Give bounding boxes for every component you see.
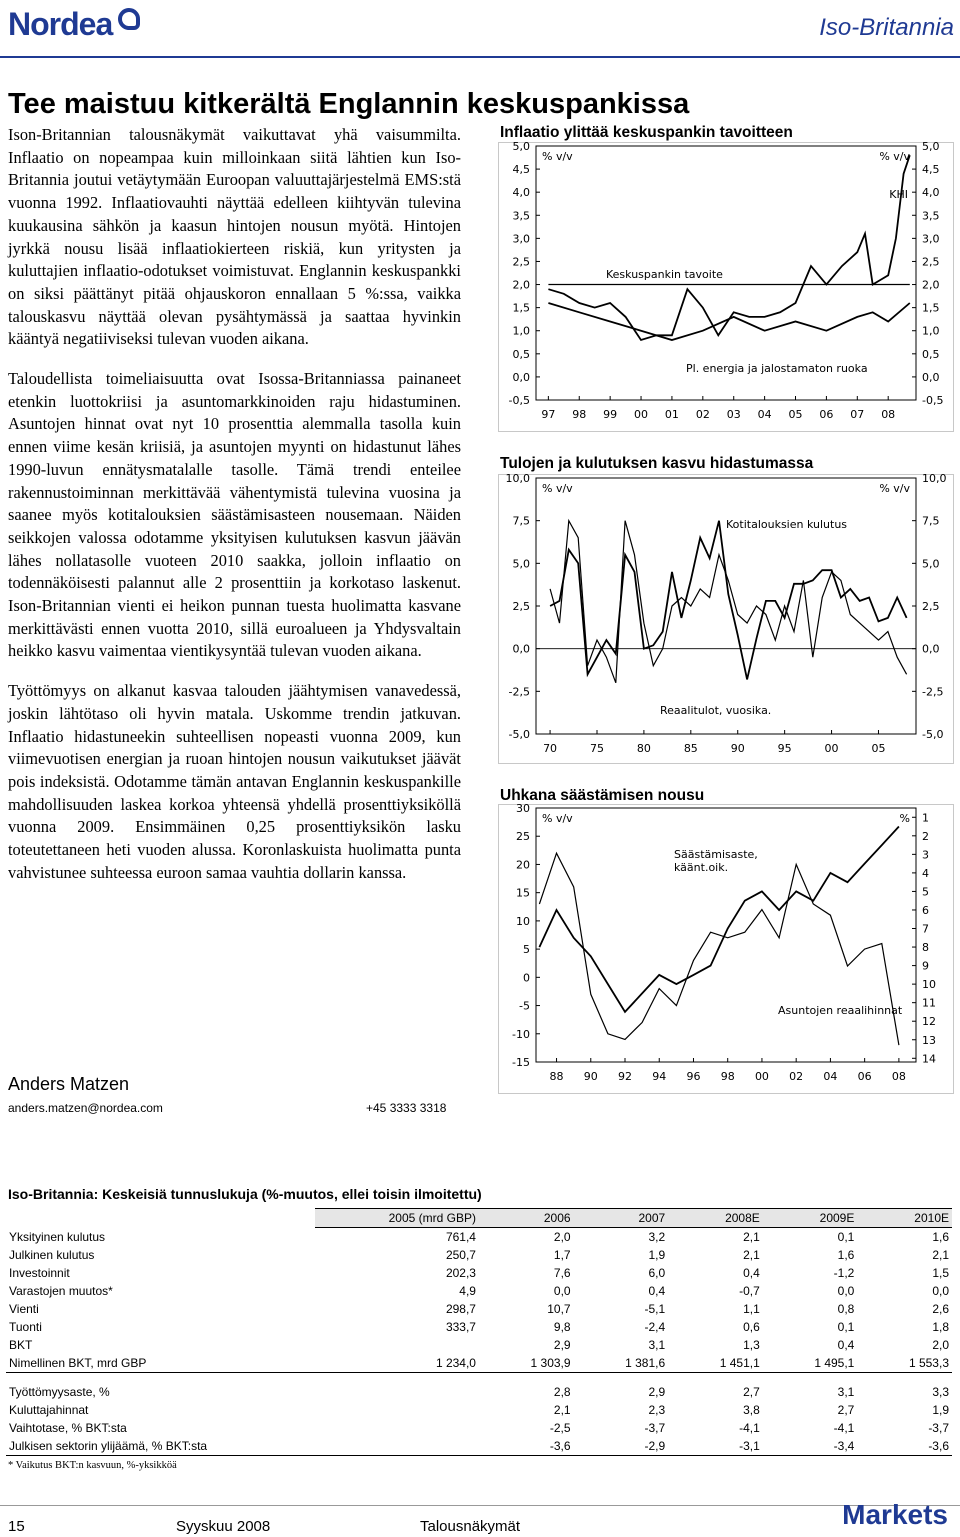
markets-logo: Markets <box>842 1499 948 1530</box>
table-cell: 1 303,9 <box>479 1354 574 1373</box>
table-row <box>6 1228 952 1247</box>
author-email[interactable]: anders.matzen@nordea.com <box>8 1101 163 1115</box>
table-header-cell <box>6 1209 315 1228</box>
y-tick-label-left: 10,0 <box>505 474 530 485</box>
chart-frame <box>499 143 954 432</box>
chart-annotation: Asuntojen reaalihinnat <box>778 1004 903 1017</box>
table-cell: -3,6 <box>479 1437 574 1456</box>
table-header-cell: 2007 <box>574 1209 669 1228</box>
table-row-label: Tuonti <box>9 1320 42 1334</box>
table-cell <box>315 1336 479 1354</box>
table-cell: 1,3 <box>743 1338 760 1352</box>
table-cell: 1,6 <box>837 1248 855 1262</box>
y-tick-label-left: 4,0 <box>512 186 530 200</box>
table-cell: 2,3 <box>648 1403 666 1417</box>
y-tick-label-right: 12 <box>922 1015 936 1029</box>
x-tick-label: 00 <box>754 1070 769 1083</box>
y-tick-label-left: 30 <box>516 804 530 815</box>
table-header-row <box>6 1209 952 1228</box>
table-row-label: Vienti <box>9 1302 39 1316</box>
x-tick-label: 07 <box>850 408 865 421</box>
x-tick-label: 92 <box>618 1070 633 1083</box>
y-tick-label-right: 2,5 <box>922 600 940 613</box>
table-row <box>6 1383 952 1401</box>
y-tick-label-right: 3,5 <box>922 209 940 223</box>
table-cell <box>315 1401 479 1419</box>
y-tick-label-right: 2,5 <box>922 255 940 269</box>
y-tick-label-right: 5 <box>922 885 929 899</box>
table-cell: -2,4 <box>644 1320 666 1334</box>
y-tick-label-left: 3,0 <box>512 232 530 246</box>
y-tick-label-left: 2,5 <box>512 600 530 613</box>
table-cell: -4,1 <box>739 1421 760 1435</box>
chart3-title: Uhkana säästämisen nousu <box>500 787 705 804</box>
x-tick-label: 98 <box>572 408 587 421</box>
table-cell: 3,2 <box>648 1230 666 1244</box>
table-cell: 1,9 <box>648 1248 666 1262</box>
table-cell: 0,0 <box>553 1284 571 1298</box>
table-cell: 333,7 <box>445 1320 476 1334</box>
table-cell: -0,7 <box>739 1284 760 1298</box>
chart-annotation: Reaalitulot, vuosika. <box>660 704 772 717</box>
y-tick-label-left: 4,5 <box>512 163 530 177</box>
table-footnote: * Vaikutus BKT:n kasvuun, %-yksikköä <box>8 1460 177 1471</box>
x-tick-label: 70 <box>543 742 558 755</box>
table-cell: 0,4 <box>743 1266 760 1280</box>
x-tick-label: 03 <box>726 408 741 421</box>
key-figures-table-title: Iso-Britannia: Keskeisiä tunnuslukuja (%-muutos, ellei toisin ilmoitettu) <box>8 1186 482 1202</box>
header-divider <box>0 56 960 58</box>
author-name: Anders Matzen <box>8 1074 130 1094</box>
x-tick-label: 90 <box>583 1070 598 1083</box>
table-row-label: Julkinen kulutus <box>9 1248 95 1262</box>
y-tick-label-left: -5,0 <box>508 728 530 741</box>
y-tick-label-right: 7,5 <box>922 514 940 528</box>
table-cell: 4,9 <box>459 1284 476 1298</box>
x-tick-label: 98 <box>720 1070 735 1083</box>
table-cell: 2,7 <box>837 1403 855 1417</box>
table-cell: 1 553,3 <box>857 1354 952 1373</box>
y-tick-label-left: 10 <box>516 914 530 928</box>
x-tick-label: 08 <box>891 1070 906 1083</box>
y-tick-label-left: -15 <box>512 1056 530 1069</box>
x-tick-label: 00 <box>634 408 649 421</box>
y-tick-label-left: 5 <box>523 943 530 957</box>
y-tick-label-right: 1,0 <box>922 324 940 338</box>
table-cell: -2,9 <box>574 1437 669 1456</box>
x-tick-label: 00 <box>824 742 839 755</box>
y-axis-label-left: % v/v <box>542 812 573 825</box>
x-tick-label: 94 <box>652 1070 667 1083</box>
table-cell: -5,1 <box>644 1302 666 1316</box>
section-label: Iso-Britannia <box>819 14 954 41</box>
x-tick-label: 01 <box>664 408 679 421</box>
y-tick-label-right: 13 <box>922 1033 936 1047</box>
table-row-label: BKT <box>9 1338 33 1352</box>
table-cell: 9,8 <box>553 1320 571 1334</box>
table-cell: 2,1 <box>932 1248 949 1262</box>
y-tick-label-right: 2 <box>922 829 929 843</box>
y-tick-label-right: 11 <box>922 996 936 1010</box>
table-cell: 3,1 <box>648 1338 666 1352</box>
y-tick-label-left: 0 <box>523 971 530 985</box>
y-tick-label-right: 3,0 <box>922 232 940 246</box>
table-cell: -2,5 <box>549 1421 571 1435</box>
table-cell: 0,8 <box>837 1302 855 1316</box>
article-headline: Tee maistuu kitkerältä Englannin keskuspankissa <box>8 88 690 120</box>
income-consumption-chart <box>498 474 954 764</box>
y-axis-label-right: % v/v <box>879 150 910 163</box>
y-tick-label-right: 0,5 <box>922 347 940 361</box>
publication-name: Talousnäkymät <box>420 1518 521 1535</box>
table-cell: 0,0 <box>837 1284 855 1298</box>
table-cell: 0,0 <box>932 1284 949 1298</box>
chart-annotation: käänt.oik. <box>674 861 729 874</box>
table-cell: 3,3 <box>932 1385 949 1399</box>
y-tick-label-right: 4 <box>922 866 929 880</box>
table-cell: -3,1 <box>668 1437 763 1456</box>
table-row-label: Julkisen sektorin ylijäämä, % BKT:sta <box>6 1437 315 1456</box>
table-cell <box>315 1383 479 1401</box>
table-cell: 2,0 <box>553 1230 571 1244</box>
footer-divider <box>0 1505 960 1506</box>
table-cell: 1,8 <box>932 1320 949 1334</box>
table-header-cell: 2010E <box>857 1209 952 1228</box>
y-tick-label-right: 8 <box>922 941 929 955</box>
table-row <box>6 1437 952 1456</box>
y-tick-label-right: 6 <box>922 903 929 917</box>
y-tick-label-left: 20 <box>516 858 530 872</box>
x-tick-label: 05 <box>871 742 886 755</box>
table-cell: 2,9 <box>648 1385 666 1399</box>
table-cell: -3,7 <box>928 1421 949 1435</box>
table-cell: 1,9 <box>932 1403 949 1417</box>
table-row <box>6 1246 952 1264</box>
table-row-label: Nimellinen BKT, mrd GBP <box>6 1354 315 1373</box>
x-tick-label: 88 <box>549 1070 564 1083</box>
nordea-logo-mark-icon <box>118 8 140 30</box>
y-axis-label-left: % v/v <box>542 150 573 163</box>
table-row-label: Työttömyysaste, % <box>9 1385 110 1399</box>
nordea-logo: Nordea <box>8 6 140 43</box>
table-cell: 298,7 <box>445 1302 476 1316</box>
table-cell: 1 381,6 <box>574 1354 669 1373</box>
y-tick-label-right: 10 <box>922 978 936 992</box>
y-tick-label-left: 0,0 <box>512 370 530 384</box>
y-tick-label-right: 5,0 <box>922 557 940 571</box>
y-tick-label-right: -5,0 <box>922 728 944 741</box>
y-tick-label-left: 7,5 <box>512 514 530 528</box>
table-cell: 10,7 <box>547 1302 571 1316</box>
y-tick-label-right: 14 <box>922 1052 936 1066</box>
inflation-chart <box>498 142 954 432</box>
y-tick-label-right: -2,5 <box>922 685 944 699</box>
table-header-cell: 2005 (mrd GBP) <box>315 1209 479 1228</box>
table-row-label: Varastojen muutos* <box>9 1284 113 1298</box>
chart-annotation: Keskuspankin tavoite <box>606 268 723 281</box>
table-cell: -3,4 <box>763 1437 858 1456</box>
y-tick-label-left: 0,0 <box>512 642 530 656</box>
y-tick-label-left: 2,5 <box>512 255 530 269</box>
y-tick-label-left: -2,5 <box>508 685 530 699</box>
table-header-cell: 2008E <box>668 1209 763 1228</box>
table-cell: -4,1 <box>833 1421 855 1435</box>
table-row <box>6 1318 952 1336</box>
x-tick-label: 75 <box>589 742 604 755</box>
table-row <box>6 1300 952 1318</box>
table-cell <box>315 1437 479 1456</box>
x-tick-label: 99 <box>603 408 618 421</box>
table-cell: 6,0 <box>648 1266 666 1280</box>
table-cell: 2,9 <box>553 1338 571 1352</box>
table-cell: 2,8 <box>553 1385 571 1399</box>
table-cell: 2,6 <box>932 1302 949 1316</box>
x-tick-label: 96 <box>686 1070 701 1083</box>
table-row-label: Kuluttajahinnat <box>9 1403 89 1417</box>
publication-date: Syyskuu 2008 <box>176 1518 271 1535</box>
y-tick-label-right: 0,0 <box>922 642 940 656</box>
x-tick-label: 90 <box>730 742 745 755</box>
chart-annotation: Pl. energia ja jalostamaton ruoka <box>686 362 868 375</box>
table-row <box>6 1419 952 1437</box>
table-cell: 1,7 <box>553 1248 571 1262</box>
y-tick-label-right: 10,0 <box>922 474 947 485</box>
table-cell: 7,6 <box>553 1266 571 1280</box>
y-tick-label-left: -5 <box>519 999 530 1013</box>
table-cell: 1,1 <box>743 1302 760 1316</box>
chart1-title: Inflaatio ylittää keskuspankin tavoitteen <box>500 124 793 141</box>
article-paragraph: Työttömyys on alkanut kasvaa talouden jäähtymisen vanavedessä, joskin lähtötaso oli hyvin matala. Uskomme trendin jatkuvan. Inflaatio hidastuneekin suhteellisen nopeasti vuonna 2009, kun viimevuotisen energian ja ruoan hintojen nousun vaikutukset jäävät pois indeksistä. Odotamme tämän antavan Englannin keskuspankille mahdollisuuden laskea korkoa yhteensä yhdellä prosenttiyksiköllä vuonna 2009. Ensimmäinen 0,25 prosenttiyksikön lasku toteutettaneen heti vuoden alussa. Koronlaskuista huolimatta punta vahvistunee suhteessa euroon samaa vauhtia dollarin kanssa. <box>8 681 461 882</box>
table-cell: 3,8 <box>743 1403 760 1417</box>
y-tick-label-left: 15 <box>516 886 530 900</box>
chart-annotation: KHI <box>889 188 908 201</box>
y-tick-label-left: 5,0 <box>512 557 530 571</box>
y-tick-label-left: 3,5 <box>512 209 530 223</box>
y-tick-label-right: -0,5 <box>922 394 944 407</box>
table-cell: 1 495,1 <box>763 1354 858 1373</box>
table-cell: 0,4 <box>648 1284 666 1298</box>
table-header-cell: 2009E <box>763 1209 858 1228</box>
table-cell: 0,6 <box>743 1320 760 1334</box>
y-tick-label-left: 0,5 <box>512 347 530 361</box>
table-row-label: Yksityinen kulutus <box>9 1229 106 1244</box>
x-tick-label: 04 <box>823 1070 838 1083</box>
author-phone: +45 3333 3318 <box>366 1101 447 1115</box>
table-cell: 2,1 <box>553 1403 571 1417</box>
table-cell: 0,1 <box>837 1230 855 1244</box>
table-cell: 2,1 <box>743 1230 760 1244</box>
table-row <box>6 1264 952 1282</box>
table-cell: 0,4 <box>837 1338 855 1352</box>
table-cell: 202,3 <box>445 1266 476 1280</box>
table-cell: 0,1 <box>837 1320 855 1334</box>
chart-annotation: Säästämisaste, <box>674 848 758 861</box>
x-tick-label: 97 <box>541 408 556 421</box>
chart2-title: Tulojen ja kulutuksen kasvu hidastumassa <box>500 455 814 472</box>
table-row-label: Investoinnit <box>9 1266 70 1280</box>
table-row <box>6 1354 952 1373</box>
x-tick-label: 85 <box>683 742 698 755</box>
table-row <box>6 1336 952 1354</box>
y-tick-label-right: 0,0 <box>922 370 940 384</box>
y-axis-label-right: % <box>899 812 910 825</box>
x-tick-label: 04 <box>757 408 772 421</box>
y-tick-label-right: 1 <box>922 811 929 825</box>
page-number: 15 <box>8 1518 25 1535</box>
x-tick-label: 95 <box>777 742 792 755</box>
table-cell: -3,6 <box>857 1437 952 1456</box>
x-tick-label: 06 <box>857 1070 872 1083</box>
y-tick-label-right: 4,5 <box>922 163 940 177</box>
table-cell: 2,0 <box>932 1338 949 1352</box>
table-spacer-row <box>6 1373 952 1384</box>
table-cell: -1,2 <box>833 1266 855 1280</box>
y-tick-label-right: 7 <box>922 922 929 936</box>
y-tick-label-right: 2,0 <box>922 278 940 292</box>
y-tick-label-left: 25 <box>516 830 530 844</box>
y-tick-label-left: -0,5 <box>508 394 530 407</box>
table-cell: 250,7 <box>445 1248 476 1262</box>
table-cell: -3,7 <box>644 1421 666 1435</box>
x-tick-label: 05 <box>788 408 803 421</box>
table-cell <box>315 1419 479 1437</box>
y-axis-label-left: % v/v <box>542 482 573 495</box>
table-header-cell: 2006 <box>479 1209 574 1228</box>
y-tick-label-left: 2,0 <box>512 278 530 292</box>
x-tick-label: 02 <box>695 408 710 421</box>
table-cell: 761,4 <box>445 1230 476 1244</box>
table-cell: 3,1 <box>837 1385 855 1399</box>
y-tick-label-left: 1,5 <box>512 301 530 315</box>
y-tick-label-left: 1,0 <box>512 324 530 338</box>
table-cell: 1,6 <box>932 1230 949 1244</box>
table-cell: 1 234,0 <box>315 1354 479 1373</box>
key-figures-table <box>6 1208 952 1456</box>
y-tick-label-left: 5,0 <box>512 142 530 153</box>
article-paragraph: Taloudellista toimeliaisuutta ovat Isossa-Britanniassa painaneet etenkin luottokriisi ja asuntomarkkinoiden raju hidastuminen. Asuntojen hinnat ovat nyt 10 prosenttia alemmalla tasolla kuin ennen viime kesän kriisiä, ja asuntojen myynti on hidastunut lähes 1990-luvun ennätysmatalalle tasolle. Tämä trendi enteilee rakennustoiminnan merkittävää vähentymistä tulevina vuosina ja saanee myös kotitalouksien säästämisasteen nousemaan. Näiden seikkojen valossa odotamme yksityisen kulutuksen kasvun jäävän lähes nollatasolle vuoteen 2010 saakka, jolloin inflaatio on todennäköisesti palannut alle 2 prosenttiin ja korkotaso laskenut. Ison-Britannian vienti ei heikon punnan tuesta huolimatta kasvane merkittävästi ennen vuotta 2010, sillä euroalueen ja Yhdysvaltain heikko kasvu vaimentaa vientikysyntää tulevan vuoden aikana. <box>8 369 461 661</box>
table-row-label: Vaihtotase, % BKT:sta <box>9 1421 127 1435</box>
x-tick-label: 06 <box>819 408 834 421</box>
x-tick-label: 02 <box>789 1070 804 1083</box>
table-cell: 1 451,1 <box>668 1354 763 1373</box>
article-paragraph: Ison-Britannian talousnäkymät vaikuttavat yhä vaisummilta. Inflaatio on nopeampaa kuin milloinkaan siitä lähtien kun Iso-Britannia joutui vetäytymään Euroopan valuuttajärjestelmä EMS:stä vuonna 1992. Inflaatiovauhti näyttää edelleen kiihtyvän tulevina kuukausina sähkön ja kaasun hintojen nousun myötä. Hintojen jyrkkä nousu lisää inflaatiokierteen riskiä, kun yritysten ja kuluttajien inflaatio-odotukset voimistuvat. Englannin keskuspankki on siksi päättänyt pitää ohjauskoron ennallaan 5 %:ssa, vaikka talouskasvu näyttää olevan pysähtymässä ja saattaa hyvinkin kääntyä negatiiviseksi tulevan vuoden aikana. <box>8 125 461 349</box>
y-tick-label-right: 5,0 <box>922 142 940 153</box>
table-cell: 2,1 <box>743 1248 760 1262</box>
table-row <box>6 1282 952 1300</box>
x-tick-label: 08 <box>881 408 896 421</box>
table-row <box>6 1401 952 1419</box>
y-axis-label-right: % v/v <box>879 482 910 495</box>
y-tick-label-right: 3 <box>922 848 929 862</box>
table-cell: 2,7 <box>743 1385 760 1399</box>
y-tick-label-left: -10 <box>512 1027 530 1041</box>
savings-housing-chart <box>498 804 954 1094</box>
y-tick-label-right: 9 <box>922 959 929 973</box>
table-cell: 1,5 <box>932 1266 949 1280</box>
y-tick-label-right: 1,5 <box>922 301 940 315</box>
y-tick-label-right: 4,0 <box>922 186 940 200</box>
x-tick-label: 80 <box>636 742 651 755</box>
chart-annotation: Kotitalouksien kulutus <box>726 518 848 531</box>
article-body <box>8 124 461 902</box>
